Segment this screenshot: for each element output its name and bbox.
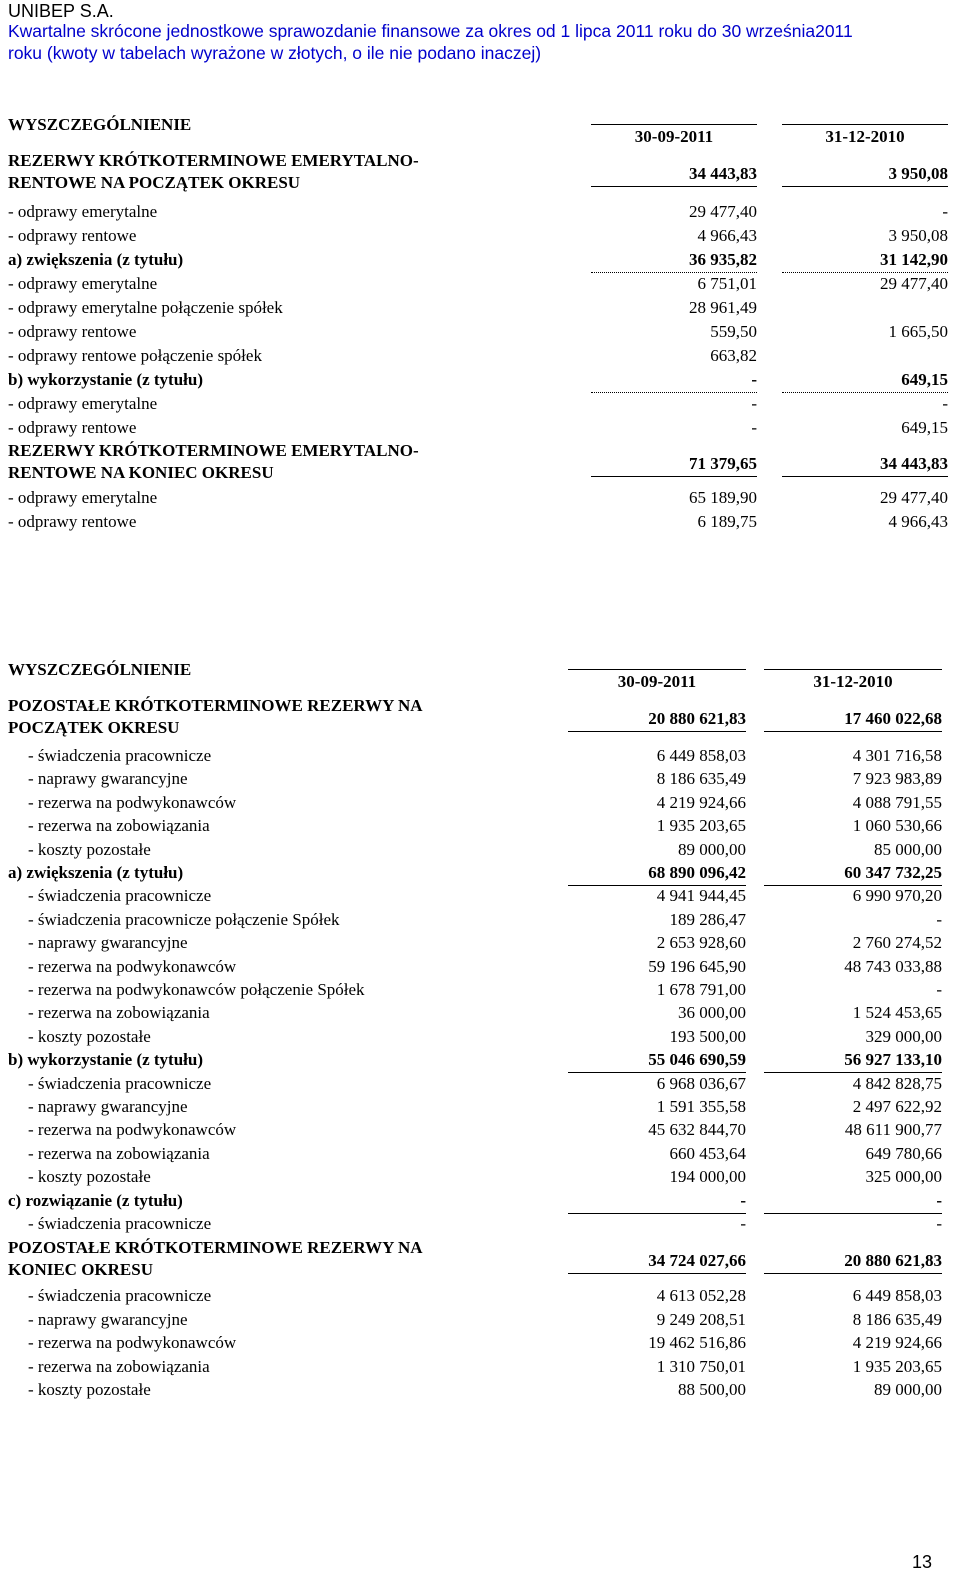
- row-label: REZERWY KRÓTKOTERMINOWE EMERYTALNO- RENTOWE NA KONIEC OKRESU: [8, 441, 419, 482]
- table-title: WYSZCZEGÓLNIENIE: [8, 115, 192, 134]
- value-2011: 59 196 645,90: [648, 956, 746, 976]
- report-title-line2: roku (kwoty w tabelach wyrażone w złotych, o ile nie podano inaczej): [8, 43, 542, 63]
- value-2010: -: [936, 1214, 942, 1233]
- row-label: - naprawy gwarancyjne: [28, 769, 188, 789]
- value-2011: 4 966,43: [697, 226, 757, 245]
- value-2011: 559,50: [710, 322, 757, 341]
- value-2011: 6 189,75: [697, 512, 757, 531]
- value-2011: 34 443,83: [591, 162, 757, 187]
- table-row: [8, 200, 948, 224]
- table-row: [8, 486, 948, 510]
- value-2010: 6 990 970,20: [852, 886, 942, 906]
- table-row: [8, 767, 948, 791]
- value-2011: 6 449 858,03: [656, 746, 746, 765]
- row-label: a) zwiększenia (z tytułu): [8, 863, 184, 882]
- value-2010: 8 186 635,49: [852, 1309, 942, 1329]
- value-2010: -: [936, 909, 942, 929]
- row-label: - naprawy gwarancyjne: [28, 1097, 188, 1116]
- other-reserves-table: [8, 655, 948, 1435]
- value-2010: -: [936, 980, 942, 999]
- value-2010: 329 000,00: [865, 1026, 942, 1046]
- row-label: - koszty pozostałe: [28, 1380, 151, 1399]
- value-2010: 60 347 732,25: [764, 861, 942, 886]
- value-2011: -: [740, 1214, 746, 1233]
- row-label: POZOSTAŁE KRÓTKOTERMINOWE REZERWY NA POCZĄTEK OKRESU: [8, 696, 423, 737]
- row-label: - świadczenia pracownicze połączenie Spółek: [28, 909, 340, 929]
- value-2011: 6 751,01: [697, 274, 757, 293]
- row-label: - odprawy emerytalne: [8, 394, 158, 413]
- row-label: - świadczenia pracownicze: [28, 746, 212, 765]
- value-2011: 1 935 203,65: [656, 816, 746, 836]
- value-2010: 3 950,08: [888, 226, 948, 245]
- value-2010: 4 088 791,55: [852, 792, 942, 812]
- table-row: [8, 1331, 948, 1355]
- row-label: - rezerwa na podwykonawców połączenie Spółek: [28, 980, 365, 999]
- value-2011: 20 880 621,83: [568, 707, 746, 732]
- value-2010: 649,15: [782, 368, 948, 393]
- table-row: [8, 1142, 948, 1166]
- value-2011: 194 000,00: [669, 1167, 746, 1187]
- value-2010: 4 966,43: [888, 512, 948, 531]
- row-label: - rezerwa na podwykonawców: [28, 1333, 237, 1353]
- table-row: [8, 695, 948, 743]
- page-number: 13: [912, 1552, 933, 1572]
- value-2010: 1 524 453,65: [852, 1003, 942, 1023]
- value-2010: -: [764, 1189, 942, 1214]
- value-2011: 65 189,90: [689, 488, 757, 507]
- value-2011: 28 961,49: [689, 298, 757, 317]
- table-row: [8, 296, 948, 320]
- value-2010: 17 460 022,68: [764, 707, 942, 732]
- value-2010: 48 743 033,88: [844, 956, 942, 976]
- value-2011: 34 724 027,66: [568, 1249, 746, 1274]
- table-row: [8, 368, 948, 392]
- value-2010: 34 443,83: [782, 452, 948, 477]
- row-label: - rezerwa na zobowiązania: [28, 1143, 210, 1163]
- table-row: [8, 1378, 948, 1402]
- table-row: [8, 1072, 948, 1096]
- company-name: UNIBEP S.A.: [8, 1, 114, 21]
- value-2011: 71 379,65: [591, 452, 757, 477]
- row-label: - rezerwa na zobowiązania: [28, 1356, 210, 1376]
- value-2010: 4 219 924,66: [852, 1333, 942, 1353]
- value-2011: 45 632 844,70: [648, 1120, 746, 1140]
- value-2010: 31 142,90: [782, 248, 948, 273]
- value-2010: 2 497 622,92: [852, 1097, 942, 1116]
- value-2010: 1 935 203,65: [852, 1356, 942, 1376]
- value-2011: 1 591 355,58: [656, 1097, 746, 1116]
- column-header-2010: 31-12-2010: [825, 127, 905, 146]
- value-2011: -: [591, 368, 757, 393]
- table-row: [8, 1189, 948, 1213]
- table-row: [8, 320, 948, 344]
- value-2011: 8 186 635,49: [656, 769, 746, 789]
- row-label: - rezerwa na zobowiązania: [28, 816, 210, 836]
- value-2011: 2 653 928,60: [656, 933, 746, 953]
- row-label: - rezerwa na zobowiązania: [28, 1003, 210, 1023]
- row-label: - świadczenia pracownicze: [28, 1214, 212, 1233]
- value-2010: -: [942, 394, 948, 413]
- value-2011: 4 613 052,28: [656, 1286, 746, 1306]
- value-2010: 2 760 274,52: [852, 933, 942, 953]
- table-row: [8, 440, 948, 488]
- row-label: - odprawy rentowe: [8, 226, 137, 245]
- value-2011: 6 968 036,67: [656, 1073, 746, 1093]
- table-row: [8, 1095, 948, 1119]
- row-label: - rezerwa na podwykonawców: [28, 792, 237, 812]
- table-row: [8, 272, 948, 296]
- row-label: b) wykorzystanie (z tytułu): [8, 1050, 204, 1070]
- column-header-2011: 30-09-2011: [634, 127, 714, 146]
- table-row: [8, 1118, 948, 1142]
- value-2010: 4 842 828,75: [852, 1073, 942, 1093]
- value-2011: 55 046 690,59: [568, 1048, 746, 1073]
- table-row: [8, 150, 948, 198]
- value-2011: 1 678 791,00: [656, 980, 746, 999]
- row-label: a) zwiększenia (z tytułu): [8, 250, 184, 269]
- table-row: [8, 791, 948, 815]
- value-2011: -: [751, 418, 757, 437]
- column-header-2010: 31-12-2010: [813, 672, 893, 691]
- value-2010: -: [942, 202, 948, 221]
- value-2011: 1 310 750,01: [656, 1356, 746, 1376]
- table-row: [8, 884, 948, 908]
- value-2011: 89 000,00: [678, 839, 746, 859]
- report-title-line1: Kwartalne skrócone jednostkowe sprawozdanie finansowe za okres od 1 lipca 2011 roku do 30 września2011: [8, 21, 853, 41]
- table-row: [8, 1355, 948, 1379]
- value-2010: 7 923 983,89: [852, 769, 942, 789]
- row-label: - odprawy rentowe: [8, 418, 137, 437]
- row-label: - naprawy gwarancyjne: [28, 1309, 188, 1329]
- row-label: REZERWY KRÓTKOTERMINOWE EMERYTALNO- RENTOWE NA POCZĄTEK OKRESU: [8, 151, 419, 192]
- row-label: - naprawy gwarancyjne: [28, 933, 188, 953]
- value-2010: 3 950,08: [782, 162, 948, 187]
- value-2011: 36 935,82: [591, 248, 757, 273]
- table-row: [8, 908, 948, 932]
- table-row: [8, 955, 948, 979]
- value-2010: 4 301 716,58: [852, 746, 942, 765]
- value-2011: 9 249 208,51: [656, 1309, 746, 1329]
- table-title: WYSZCZEGÓLNIENIE: [8, 660, 192, 679]
- value-2010: 1 665,50: [888, 322, 948, 341]
- table-row: [8, 1165, 948, 1189]
- pension-reserves-table: [8, 110, 948, 540]
- value-2011: 4 941 944,45: [656, 886, 746, 906]
- value-2011: 19 462 516,86: [648, 1333, 746, 1353]
- table-row: [8, 392, 948, 416]
- value-2011: 189 286,47: [669, 909, 746, 929]
- row-label: - świadczenia pracownicze: [28, 1286, 212, 1306]
- value-2010: 20 880 621,83: [764, 1249, 942, 1274]
- table-row: [8, 224, 948, 248]
- value-2011: 660 453,64: [669, 1143, 746, 1163]
- value-2010: 325 000,00: [865, 1167, 942, 1187]
- table-row: [8, 1308, 948, 1332]
- row-label: - koszty pozostałe: [28, 839, 151, 859]
- table-row: [8, 814, 948, 838]
- row-label: - odprawy rentowe: [8, 512, 137, 531]
- value-2011: 68 890 096,42: [568, 861, 746, 886]
- row-label: - odprawy rentowe połączenie spółek: [8, 346, 262, 365]
- value-2011: 88 500,00: [678, 1380, 746, 1399]
- column-header-2011: 30-09-2011: [617, 672, 697, 691]
- value-2010: 48 611 900,77: [844, 1120, 942, 1140]
- table-row: [8, 861, 948, 885]
- value-2010: 29 477,40: [880, 488, 948, 507]
- value-2010: 649,15: [901, 418, 948, 437]
- table-row: [8, 838, 948, 862]
- value-2011: -: [751, 394, 757, 413]
- row-label: - odprawy emerytalne połączenie spółek: [8, 298, 283, 317]
- value-2011: 4 219 924,66: [656, 792, 746, 812]
- table-row: [8, 248, 948, 272]
- table-row: [8, 1001, 948, 1025]
- table-row: [8, 978, 948, 1002]
- value-2010: 56 927 133,10: [764, 1048, 942, 1073]
- value-2010: 85 000,00: [874, 839, 942, 859]
- row-label: c) rozwiązanie (z tytułu): [8, 1190, 183, 1210]
- value-2011: 36 000,00: [678, 1003, 746, 1023]
- row-label: - odprawy emerytalne: [8, 274, 158, 293]
- value-2010: 6 449 858,03: [852, 1286, 942, 1306]
- row-label: - rezerwa na podwykonawców: [28, 1120, 237, 1140]
- table-row: [8, 416, 948, 440]
- table-row: [8, 1284, 948, 1308]
- table-row: [8, 1025, 948, 1049]
- value-2010: 89 000,00: [874, 1380, 942, 1399]
- row-label: - koszty pozostałe: [28, 1167, 151, 1187]
- table-row: [8, 744, 948, 768]
- table-row: [8, 344, 948, 368]
- table-row: [8, 931, 948, 955]
- value-2011: 193 500,00: [669, 1026, 746, 1046]
- value-2011: -: [568, 1189, 746, 1214]
- value-2011: 29 477,40: [689, 202, 757, 221]
- table-row: [8, 1237, 948, 1285]
- row-label: - odprawy emerytalne: [8, 202, 158, 221]
- row-label: b) wykorzystanie (z tytułu): [8, 370, 204, 389]
- table-row: [8, 1212, 948, 1236]
- row-label: POZOSTAŁE KRÓTKOTERMINOWE REZERWY NA KONIEC OKRESU: [8, 1238, 423, 1280]
- value-2010: 29 477,40: [880, 274, 948, 293]
- value-2010: 649 780,66: [865, 1143, 942, 1163]
- row-label: - koszty pozostałe: [28, 1026, 151, 1046]
- value-2011: 663,82: [710, 346, 757, 365]
- row-label: - odprawy emerytalne: [8, 488, 158, 507]
- value-2010: 1 060 530,66: [852, 816, 942, 836]
- table-row: [8, 1048, 948, 1072]
- table-row: [8, 510, 948, 534]
- row-label: - świadczenia pracownicze: [28, 886, 212, 906]
- row-label: - rezerwa na podwykonawców: [28, 956, 237, 976]
- row-label: - odprawy rentowe: [8, 322, 137, 341]
- row-label: - świadczenia pracownicze: [28, 1073, 212, 1093]
